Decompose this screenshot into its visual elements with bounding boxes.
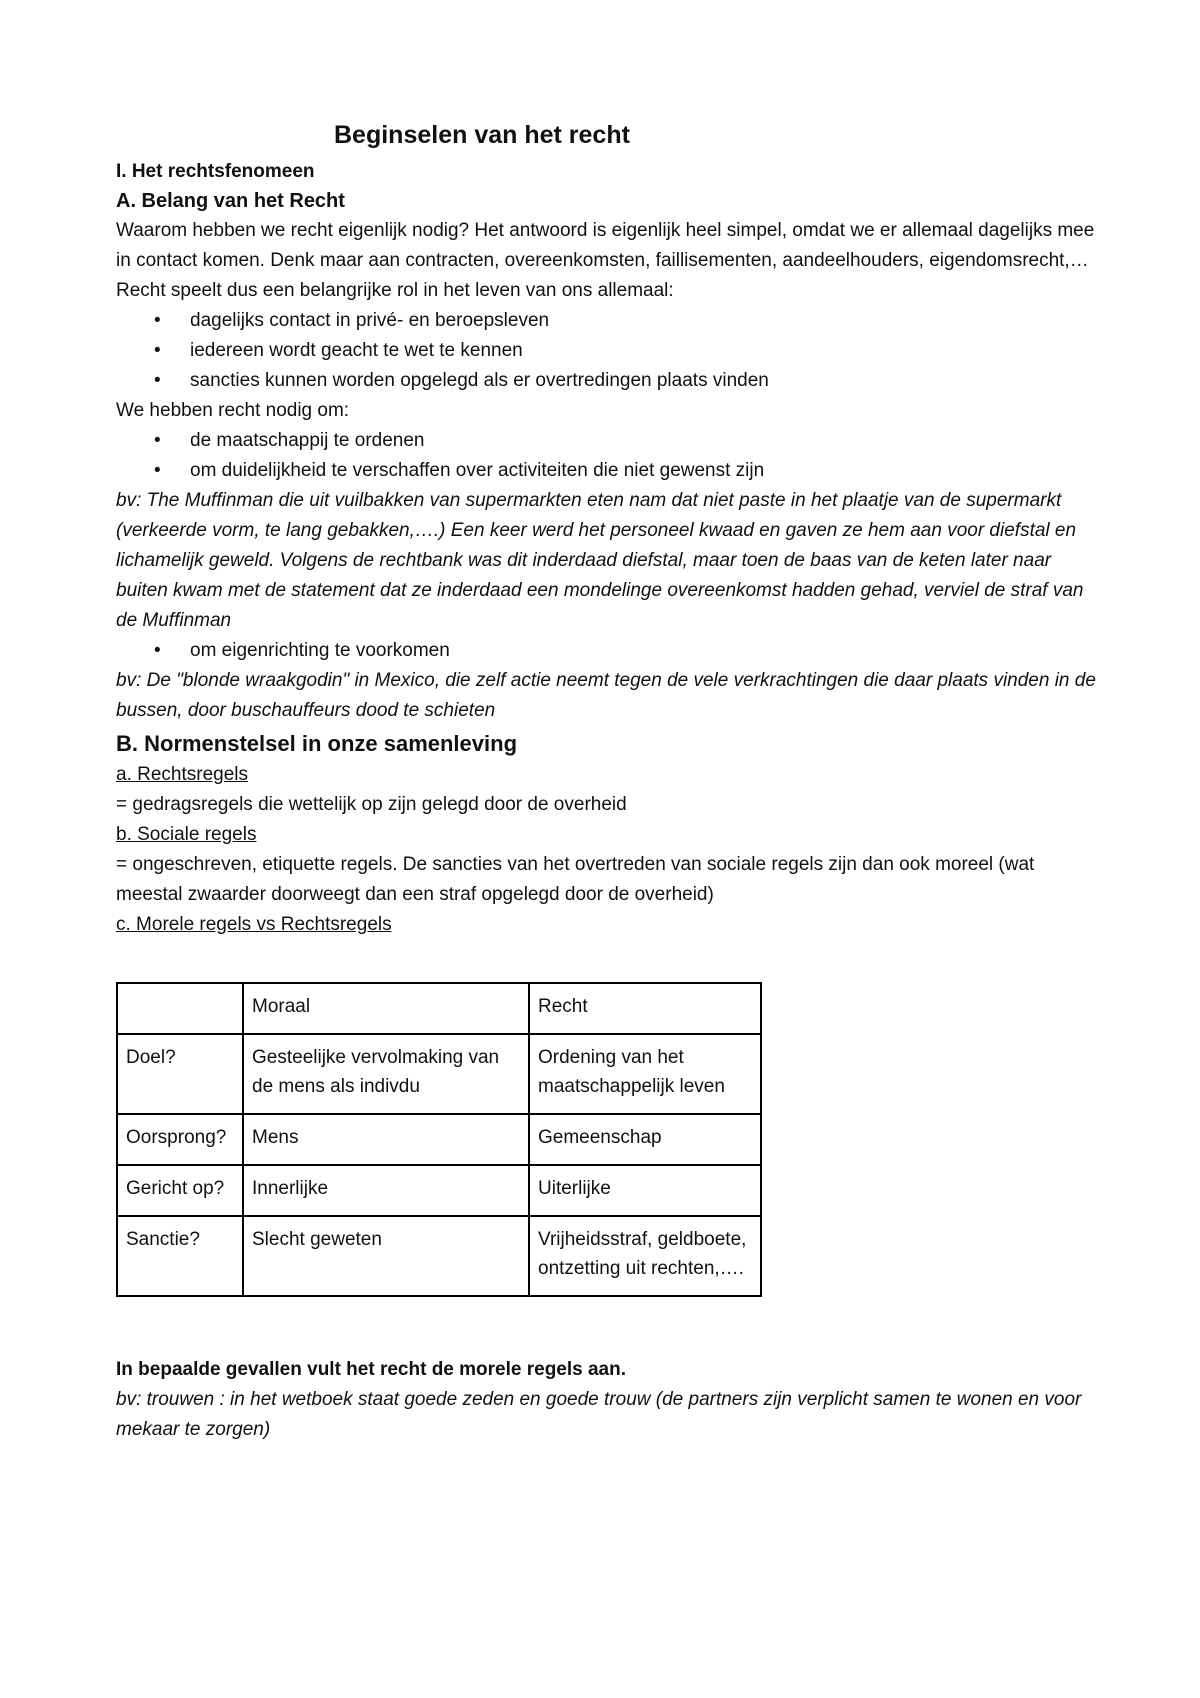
bullet-icon: • [154, 430, 161, 451]
table-cell: Vrijheidsstraf, geldboete, ontzetting uit rechten,…. [529, 1216, 761, 1296]
table-cell: Gemeenschap [529, 1114, 761, 1165]
table-cell: Sanctie? [117, 1216, 243, 1296]
table-row [117, 1216, 761, 1296]
table-row [117, 1165, 761, 1216]
definition-sociale-regels: = ongeschreven, etiquette regels. De sancties van het overtreden van sociale regels zijn dan ook moreel (wat meestal zwaarder doorweegt dan een straf opgelegd door de overheid) [116, 854, 1035, 905]
bullet-list-3 [116, 636, 1096, 666]
conclusion-paragraph: In bepaalde gevallen vult het recht de morele regels aan. [116, 1359, 627, 1380]
bullet-icon: • [154, 460, 161, 481]
table-row [117, 1114, 761, 1165]
section-heading-b: B. Normenstelsel in onze samenleving [116, 731, 518, 756]
bullet-icon: • [154, 310, 161, 331]
intro-paragraph: Waarom hebben we recht eigenlijk nodig? Het antwoord is eigenlijk heel simpel, omdat we er allemaal dagelijks mee in contact komen. Denk maar aan contracten, overeenkomsten, faillisementen, aandeelhouders, eigendomsrecht,… Recht speelt dus een belangrijke rol in het leven van ons allemaal: [116, 220, 1095, 301]
example-wraakgodin: bv: De "blonde wraakgodin" in Mexico, die zelf actie neemt tegen de vele verkrachtingen die daar plaats vinden in de bussen, door buschauffeurs dood te schieten [116, 670, 1096, 721]
example-muffinman: bv: The Muffinman die uit vuilbakken van supermarkten eten nam dat niet paste in het plaatje van de supermarkt (verkeerde vorm, te lang gebakken,….) Een keer werd het personeel kwaad en gaven ze hem aan voor diefstal en lichamelijk geweld. Volgens de rechtbank was dit inderdaad diefstal, maar toen de baas van de keten later naar buiten kwam met de statement dat ze inderdaad een mondelinge overeenkomst hadden gehad, verviel de straf van de Muffinman [116, 490, 1084, 631]
bullet-icon: • [154, 370, 161, 391]
table-header-cell: Moraal [243, 983, 529, 1034]
subheading-rechtsregels: a. Rechtsregels [116, 764, 249, 785]
need-paragraph: We hebben recht nodig om: [116, 400, 350, 421]
list-item: • om duidelijkheid te verschaffen over activiteiten die niet gewenst zijn [116, 456, 1096, 486]
table-header-cell: Recht [529, 983, 761, 1034]
list-item: • iedereen wordt geacht te wet te kennen [116, 336, 1096, 366]
table-cell: Gesteelijke vervolmaking van de mens als indivdu [243, 1034, 529, 1114]
definition-rechtsregels: = gedragsregels die wettelijk op zijn gelegd door de overheid [116, 794, 627, 815]
table-header-cell [117, 983, 243, 1034]
table-cell: Innerlijke [243, 1165, 529, 1216]
document-page [116, 118, 1096, 1445]
table-row [117, 1034, 761, 1114]
section-heading-1: I. Het rechtsfenomeen [116, 161, 315, 182]
subheading-morele-vs-rechtsregels: c. Morele regels vs Rechtsregels [116, 914, 392, 935]
table-cell: Uiterlijke [529, 1165, 761, 1216]
table-cell: Doel? [117, 1034, 243, 1114]
example-trouwen: bv: trouwen : in het wetboek staat goede zeden en goede trouw (de partners zijn verplicht samen te wonen en voor mekaar te zorgen) [116, 1389, 1082, 1440]
list-item: • om eigenrichting te voorkomen [116, 636, 1096, 666]
list-item: • sancties kunnen worden opgelegd als er overtredingen plaats vinden [116, 366, 1096, 396]
table-cell: Gericht op? [117, 1165, 243, 1216]
bullet-icon: • [154, 340, 161, 361]
subheading-sociale-regels: b. Sociale regels [116, 824, 257, 845]
table-cell: Mens [243, 1114, 529, 1165]
bullet-icon: • [154, 640, 161, 661]
comparison-table [116, 982, 762, 1297]
list-item: • de maatschappij te ordenen [116, 426, 1096, 456]
bullet-list-1 [116, 306, 1096, 396]
table-cell: Ordening van het maatschappelijk leven [529, 1034, 761, 1114]
table-cell: Oorsprong? [117, 1114, 243, 1165]
bullet-list-2 [116, 426, 1096, 486]
table-header-row [117, 983, 761, 1034]
document-title: Beginselen van het recht [334, 121, 630, 149]
table-cell: Slecht geweten [243, 1216, 529, 1296]
list-item: • dagelijks contact in privé- en beroepsleven [116, 306, 1096, 336]
section-heading-a: A. Belang van het Recht [116, 190, 345, 212]
